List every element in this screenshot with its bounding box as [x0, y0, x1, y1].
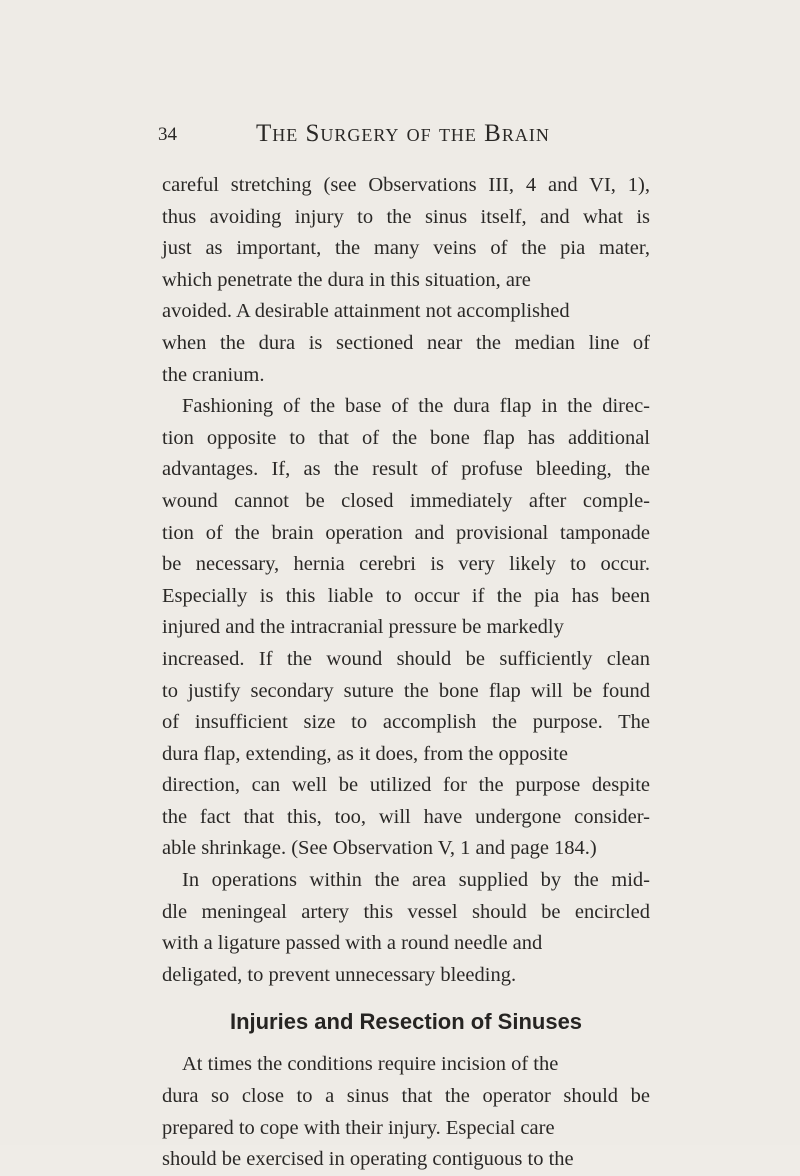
text-line: of insufficient size to accomplish the purpose. The: [162, 711, 650, 734]
text-line: should be exercised in operating contiguous to the: [162, 1148, 574, 1171]
paragraph-1: [162, 170, 650, 391]
paragraph-2: [162, 391, 650, 865]
text-line: tion opposite to that of the bone flap has additional: [162, 426, 650, 449]
running-title: The Surgery of the Brain: [256, 120, 550, 147]
text-line: deligated, to prevent unnecessary bleeding.: [162, 963, 517, 986]
text-line: just as important, the many veins of the pia mater,: [162, 237, 650, 260]
text-line: avoided. A desirable attainment not accomplished: [162, 300, 570, 323]
paragraph-4: [162, 1049, 650, 1175]
text-line: Fashioning of the base of the dura flap in the direc-: [182, 395, 650, 418]
text-line: when the dura is sectioned near the median line of: [162, 331, 650, 354]
text-line: In operations within the area supplied by the mid-: [182, 869, 650, 892]
paragraph-3: [162, 865, 650, 991]
running-head: [158, 120, 644, 150]
text-line: the fact that this, too, will have undergone consider-: [162, 805, 650, 828]
text-line: tion of the brain operation and provisional tamponade: [162, 521, 650, 544]
text-line: wound cannot be closed immediately after comple-: [162, 489, 650, 512]
text-line: advantages. If, as the result of profuse bleeding, the: [162, 458, 650, 481]
text-line: able shrinkage. (See Observation V, 1 and page 184.): [162, 837, 597, 860]
text-line: dle meningeal artery this vessel should be encircled: [162, 900, 650, 923]
text-line: careful stretching (see Observations III, 4 and VI, 1),: [162, 174, 650, 196]
text-line: At times the conditions require incision of the: [182, 1053, 559, 1076]
text-line: dura flap, extending, as it does, from the opposite: [162, 742, 568, 765]
text-block: [162, 170, 650, 1176]
text-line: with a ligature passed with a round needle and: [162, 932, 543, 955]
text-line: the cranium.: [162, 363, 265, 386]
text-line: increased. If the wound should be sufficiently clean: [162, 647, 650, 670]
text-line: thus avoiding injury to the sinus itself, and what is: [162, 205, 650, 228]
text-line: prepared to cope with their injury. Especial care: [162, 1116, 555, 1139]
section-heading: Injuries and Resection of Sinuses: [229, 1009, 583, 1035]
text-line: which penetrate the dura in this situation, are: [162, 268, 531, 291]
text-line: injured and the intracranial pressure be markedly: [162, 616, 564, 639]
page-number: 34: [158, 124, 177, 145]
text-line: be necessary, hernia cerebri is very likely to occur.: [162, 553, 650, 576]
text-line: to justify secondary suture the bone flap will be found: [162, 679, 650, 702]
text-line: direction, can well be utilized for the purpose despite: [162, 774, 650, 797]
text-line: Especially is this liable to occur if the pia has been: [162, 584, 650, 607]
text-line: dura so close to a sinus that the operator should be: [162, 1085, 650, 1108]
